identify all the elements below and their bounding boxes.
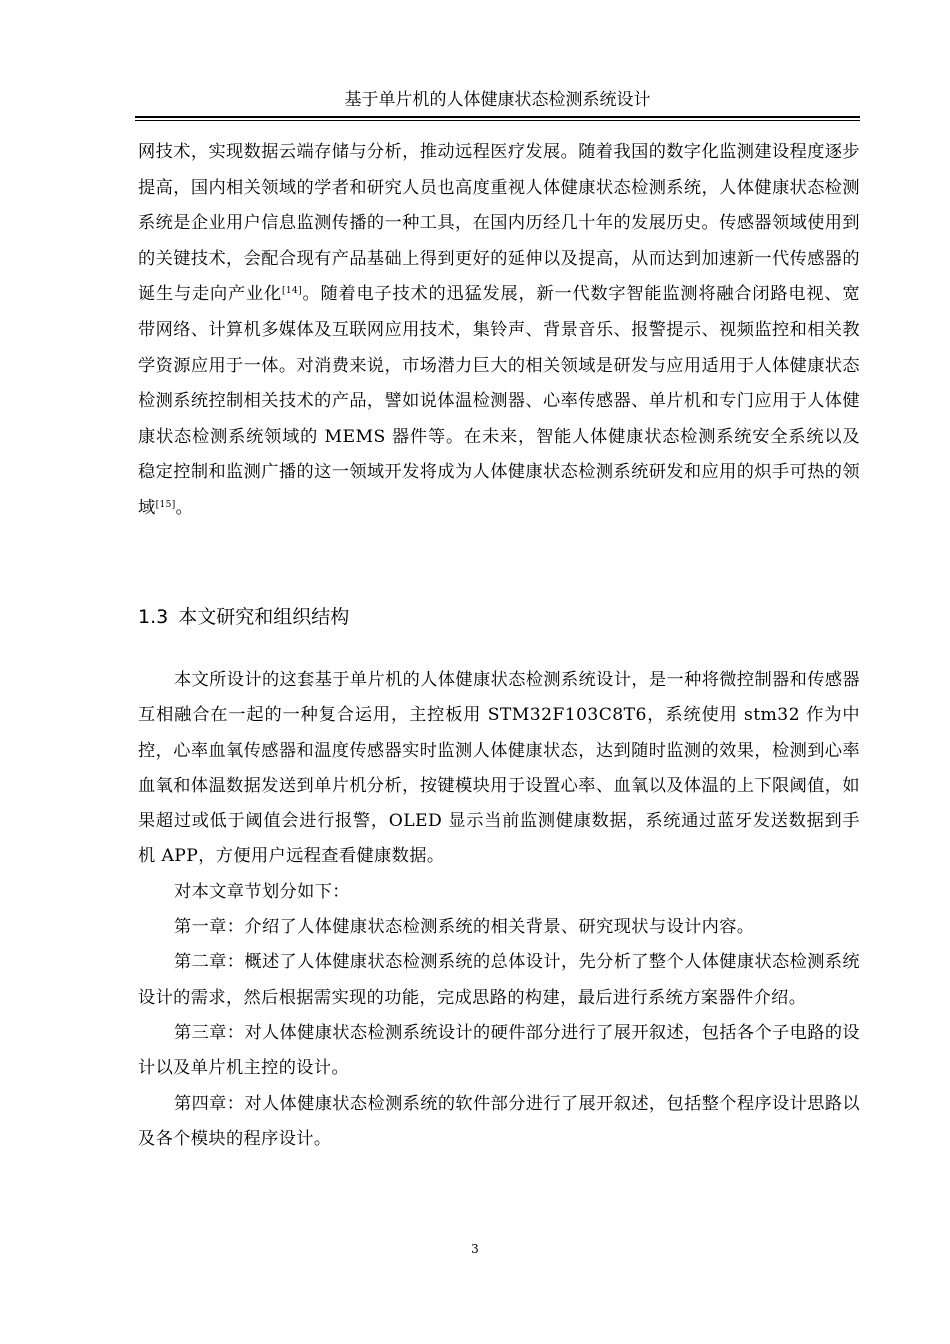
section-heading [138, 603, 349, 631]
running-header: 基于单片机的人体健康状态检测系统设计 [344, 90, 651, 110]
section-text-block [138, 663, 860, 1157]
intro-text-part2: 。随着电子技术的迅猛发展，新一代数字智能监测将融合闭路电视、宽带网络、计算机多媒体及互联网应用技术，集铃声、背景音乐、报警提示、视频监控和相关教学资源应用于一体。对消费来说，市场潜力巨大的相关领域是研发与应用适用于人体健康状态检测系统控制相关技术的产品，譬如说体温检测器、心率传感器、单片机和专门应用于人体健康状态检测系统领域的 MEMS 器件等。在未来，智能人体健康状态检测系统安全系统以及稳定控制和监测广播的这一领域开发将成为人体健康状态检测系统研发和应用的炽手可热的领域 [138, 284, 860, 518]
section-title: 本文研究和组织结构 [178, 606, 350, 628]
paragraph-chapter-intro: 对本文章节划分如下： [174, 881, 350, 902]
intro-paragraph [138, 135, 860, 527]
paragraph-chapter-1: 第一章：介绍了人体健康状态检测系统的相关背景、研究现状与设计内容。 [174, 917, 755, 938]
intro-text-block [138, 135, 860, 527]
page-number: 3 [471, 1242, 479, 1256]
intro-text-part3: 。 [175, 497, 194, 518]
paragraph-design-overview: 本文所设计的这套基于单片机的人体健康状态检测系统设计，是一种将微控制器和传感器互相融合在一起的一种复合运用，主控板用 STM32F103C8T6，系统使用 stm32 作为中控，心率血氧传感器和温度传感器实时监测人体健康状态，达到随时监测的效果，检测到心率血氧和体温数据发送到单片机分析，按键模块用于设置心率、血氧以及体温的上下限阈值，如果超过或低于阈值会进行报警，OLED 显示当前监测健康数据，系统通过蓝牙发送数据到手机 APP，方便用户远程查看健康数据。 [138, 670, 860, 867]
paragraph-chapter-4: 第四章：对人体健康状态检测系统的软件部分进行了展开叙述，包括整个程序设计思路以及各个模块的程序设计。 [138, 1093, 860, 1149]
citation-14: [14] [281, 286, 303, 297]
paragraph-chapter-2: 第二章：概述了人体健康状态检测系统的总体设计，先分析了整个人体健康状态检测系统设计的需求，然后根据需实现的功能，完成思路的构建，最后进行系统方案器件介绍。 [138, 952, 860, 1008]
section-number: 1.3 [138, 606, 169, 628]
citation-15: [15] [155, 499, 176, 510]
intro-text-part1: 网技术，实现数据云端存储与分析，推动远程医疗发展。随着我国的数字化监测建设程度逐步提高，国内相关领域的学者和研究人员也高度重视人体健康状态检测系统，人体健康状态检测系统是企业用户信息监测传播的一种工具，在国内历经几十年的发展历史。传感器领域使用到的关键技术，会配合现有产品基础上得到更好的延伸以及提高，从而达到加速新一代传感器的诞生与走向产业化 [138, 142, 860, 305]
header-rule-thin [135, 120, 860, 121]
paragraph-chapter-3: 第三章：对人体健康状态检测系统设计的硬件部分进行了展开叙述，包括各个子电路的设计以及单片机主控的设计。 [138, 1022, 860, 1079]
header-rule-thick [135, 116, 860, 118]
